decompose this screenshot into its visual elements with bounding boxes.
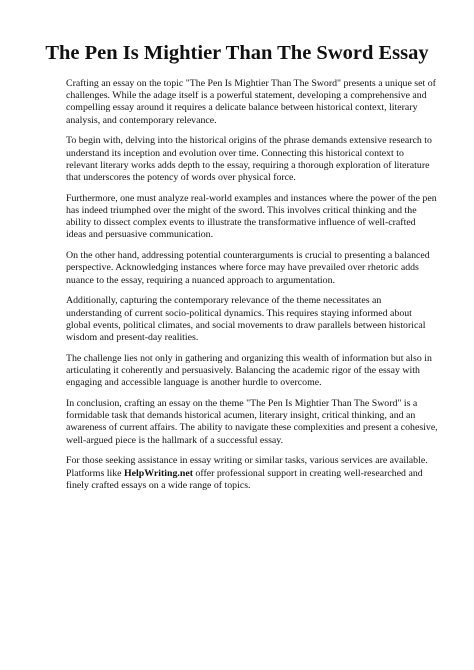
paragraph-challenge: The challenge lies not only in gathering and organizing this wealth of information but also in articulating it coherently and persuasively. Balancing the academic rigor of the essay with engaging and accessible language is another hurdle to overcome.	[66, 352, 432, 389]
paragraph-intro: Crafting an essay on the topic "The Pen Is Mightier Than The Sword" presents a unique set of challenges. While the adage itself is a powerful statement, developing a comprehensive and compelling essay around it requires a delicate balance between historical context, literary analysis, and contemporary relevance.	[66, 78, 436, 126]
paragraph-real-world-examples: Furthermore, one must analyze real-world examples and instances where the power of the pen has indeed triumphed over the might of the sword. This involves critical thinking and the ability to dissect complex events to illustrate the transformative influence of well-crafted ideas and persuasive communication.	[66, 192, 437, 241]
paragraph-closing	[66, 455, 438, 492]
paragraph-counterarguments: On the other hand, addressing potential counterarguments is crucial to presenting a balanced perspective. Acknowledging instances where force may have prevailed over rhetoric adds nuance to the essay, requiring a nuanced approach to argumentation.	[66, 250, 430, 286]
closing-text-after: offer professional support in creating well-researched and finely crafted essays on a wide range of topics.	[66, 467, 423, 491]
document-title: The Pen Is Mightier Than The Sword Essay	[45, 42, 429, 64]
closing-text-before: For those seeking assistance in essay writing or similar tasks, various services are available. Platforms like	[66, 455, 428, 479]
document-body	[66, 78, 438, 501]
paragraph-historical-origins: To begin with, delving into the historical origins of the phrase demands extensive research to understand its inception and evolution over time. Connecting this historical context to relevant literary works adds depth to the essay, requiring a thorough exploration of literature that underscores the potency of words over physical force.	[66, 135, 432, 184]
brand-name: HelpWriting.net	[123, 467, 193, 479]
paragraph-contemporary-relevance: Additionally, capturing the contemporary relevance of the theme necessitates an understanding of current socio-political dynamics. This requires staying informed about global events, political climates, and social movements to draw parallels between historical wisdom and present-day realities.	[66, 295, 426, 344]
paragraph-conclusion: In conclusion, crafting an essay on the theme "The Pen Is Mightier Than The Sword" is a formidable task that demands historical acumen, literary insight, critical thinking, and an awareness of current affairs. The ability to navigate these complexities and present a cohesive, well-argued piece is the hallmark of a successful essay.	[66, 398, 438, 446]
